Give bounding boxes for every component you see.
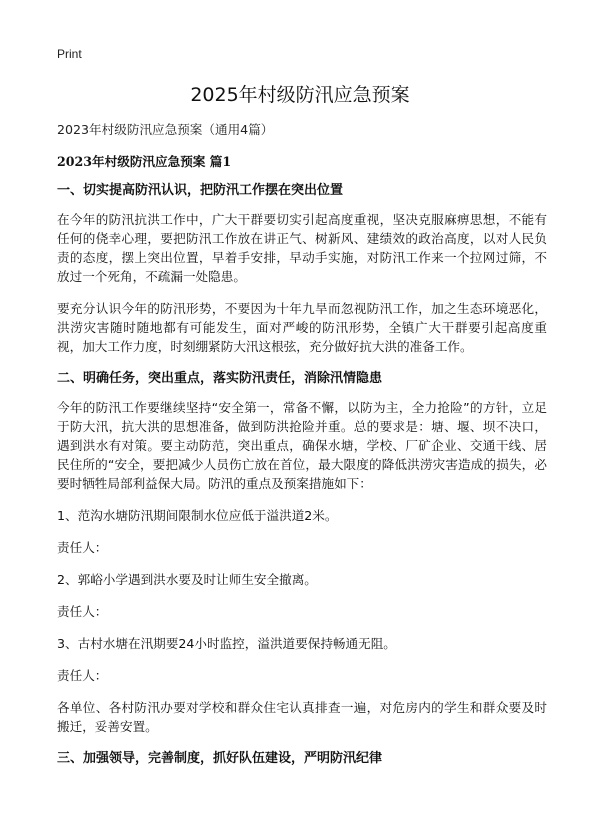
- list-item-1: 1、范沟水塘防汛期间限制水位应低于溢洪道2米。: [57, 508, 338, 523]
- section-1-heading: 一、切实提高防汛认识，把防汛工作摆在突出位置: [57, 183, 344, 198]
- section-1-paragraph-1: 在今年的防汛抗洪工作中，广大干群要切实引起高度重视，坚决克服麻痹思想，不能有任何的侥幸心理，要把防汛工作放在讲正气、树新风、建绩效的政治高度，以对人民负责的态度，摆上突出位置，早着手安排，早动手实施，对防汛工作来一个拉网过筛，不放过一个死角，不疏漏一处隐患。: [57, 212, 547, 284]
- section-2-heading: 二、明确任务，突出重点，落实防汛责任，消除汛情隐患: [57, 371, 383, 386]
- responsible-person-3: 责任人：: [57, 668, 108, 683]
- article-heading: 2023年村级防汛应急预案 篇1: [57, 154, 232, 169]
- section-3-heading: 三、加强领导，完善制度，抓好队伍建设，严明防汛纪律: [57, 751, 383, 766]
- list-item-2: 2、郭峪小学遇到洪水要及时让师生安全撤离。: [57, 572, 317, 587]
- section-1-paragraph-2: 要充分认识今年的防汛形势，不要因为十年九旱而忽视防汛工作，加之生态环境恶化，洪涝灾害随时随地都有可能发生，面对严峻的防汛形势，全镇广大干群要引起高度重视，加大工作力度，时刻绷紧防大汛这根弦，充分做好抗大洪的准备工作。: [57, 301, 547, 354]
- document-body: [57, 120, 547, 778]
- responsible-person-2: 责任人：: [57, 604, 108, 619]
- section-2-paragraph-1: 今年的防汛工作要继续坚持“安全第一，常备不懈，以防为主，全力抢险”的方针，立足于防大汛，抗大洪的思想准备，做到防洪抢险并重。总的要求是：塘、堰、坝不决口，遇到洪水有对策。要主动防范，突出重点，确保水塘，学校、厂矿企业、交通干线、居民住所的“安全，要把减少人员伤亡放在首位，最大限度的降低洪涝灾害造成的损失，必要时牺牲局部利益保大局。防汛的重点及预案措施如下：: [57, 400, 547, 491]
- document-subtitle: 2023年村级防汛应急预案（通用4篇）: [57, 122, 274, 137]
- print-link[interactable]: Print: [57, 47, 82, 61]
- section-2-paragraph-2: 各单位、各村防汛办要对学校和群众住宅认真排查一遍，对危房内的学生和群众要及时搬迁，妥善安置。: [57, 700, 547, 734]
- list-item-3: 3、古村水塘在汛期要24小时监控，溢洪道要保持畅通无阻。: [57, 636, 396, 651]
- document-title: 2025年村级防汛应急预案: [190, 84, 410, 106]
- responsible-person-1: 责任人：: [57, 540, 108, 555]
